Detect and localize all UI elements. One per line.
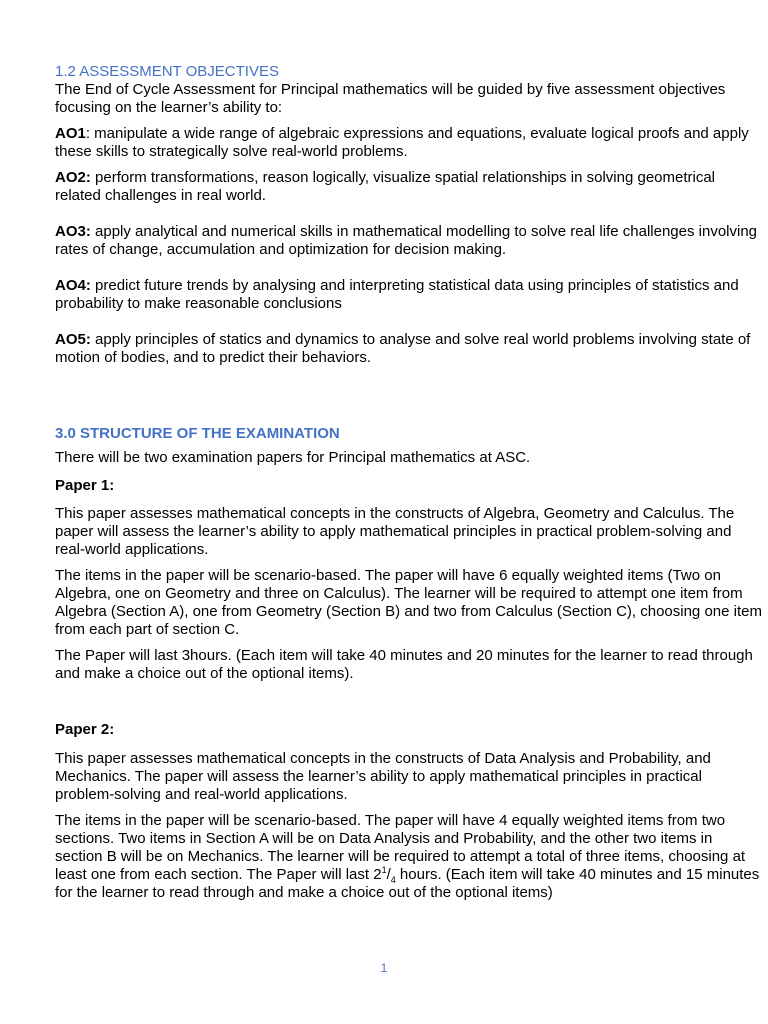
section-heading-structure: 3.0 STRUCTURE OF THE EXAMINATION: [55, 425, 340, 442]
objective-ao1: [55, 125, 763, 161]
fraction-numerator: 1: [381, 865, 387, 875]
objective-label: AO3:: [55, 223, 91, 240]
paper2-label: Paper 2:: [55, 721, 115, 738]
objective-ao5: [55, 331, 763, 367]
paper2-para2-text: The items in the paper will be scenario-based. The paper will have 4 equally weighted items from two sections. Two items in Section A will be on Data Analysis and Probability, and the other two items in section B will be on Mechanics. The learner will be required to attempt a total of three items, choosing at least one from each section. The Paper will last 2: [55, 812, 746, 883]
paper2-para1: This paper assesses mathematical concepts in the constructs of Data Analysis and Probability, and Mechanics. The paper will assess the learner’s ability to apply mathematical principles in practical problem-solving and real-world applications.: [55, 750, 711, 803]
objective-text: predict future trends by analysing and interpreting statistical data using principles of statistics and probability to make reasonable conclusions: [55, 277, 739, 312]
objective-label: AO1: [55, 125, 86, 142]
objective-ao4: [55, 277, 763, 313]
objective-text: apply principles of statics and dynamics to analyse and solve real world problems involving state of motion of bodies, and to predict their behaviors.: [55, 331, 751, 366]
paper1-para2: The items in the paper will be scenario-based. The paper will have 6 equally weighted items (Two on Algebra, one on Geometry and three on Calculus). The learner will be required to attempt one item from Algebra (Section A), one from Geometry (Section B) and two from Calculus (Section C), choosing one item from each part of section C.: [55, 567, 762, 638]
page-number: 1: [380, 961, 388, 975]
paper2-para2: [55, 812, 763, 902]
paper1-para3: The Paper will last 3hours. (Each item will take 40 minutes and 20 minutes for the learner to read through and make a choice out of the optional items).: [55, 647, 753, 682]
objective-text: apply analytical and numerical skills in mathematical modelling to solve real life challenges involving rates of change, accumulation and optimization for decision making.: [55, 223, 758, 258]
paper1-label: Paper 1:: [55, 477, 115, 494]
assessment-intro: The End of Cycle Assessment for Principal mathematics will be guided by five assessment objectives focusing on the learner’s ability to:: [55, 81, 726, 116]
objective-label: AO4:: [55, 277, 91, 294]
objective-label: AO5:: [55, 331, 91, 348]
paper2-para2-text-end: hours. (Each item will take 40 minutes and 15 minutes for the learner to read through and make a choice out of the optional items): [55, 866, 760, 901]
objective-text: perform transformations, reason logically, visualize spatial relationships in solving geometrical related challenges in real world.: [55, 169, 716, 204]
objective-ao2: [55, 169, 763, 205]
fraction-slash: /: [386, 866, 391, 883]
section-heading-assessment-objectives: 1.2 ASSESSMENT OBJECTIVES: [55, 63, 279, 80]
objective-sep: :: [85, 125, 91, 142]
objective-text: manipulate a wide range of algebraic expressions and equations, evaluate logical proofs and apply these skills to strategically solve real-world problems.: [55, 125, 749, 160]
paper1-para1: This paper assesses mathematical concepts in the constructs of Algebra, Geometry and Calculus. The paper will assess the learner’s ability to apply mathematical principles in practical problem-solving and real-world applications.: [55, 505, 735, 558]
fraction-denominator: 4: [390, 875, 396, 885]
objective-ao3: [55, 223, 763, 259]
document-page: [55, 63, 763, 902]
objective-label: AO2:: [55, 169, 91, 186]
structure-intro: There will be two examination papers for Principal mathematics at ASC.: [55, 449, 531, 466]
